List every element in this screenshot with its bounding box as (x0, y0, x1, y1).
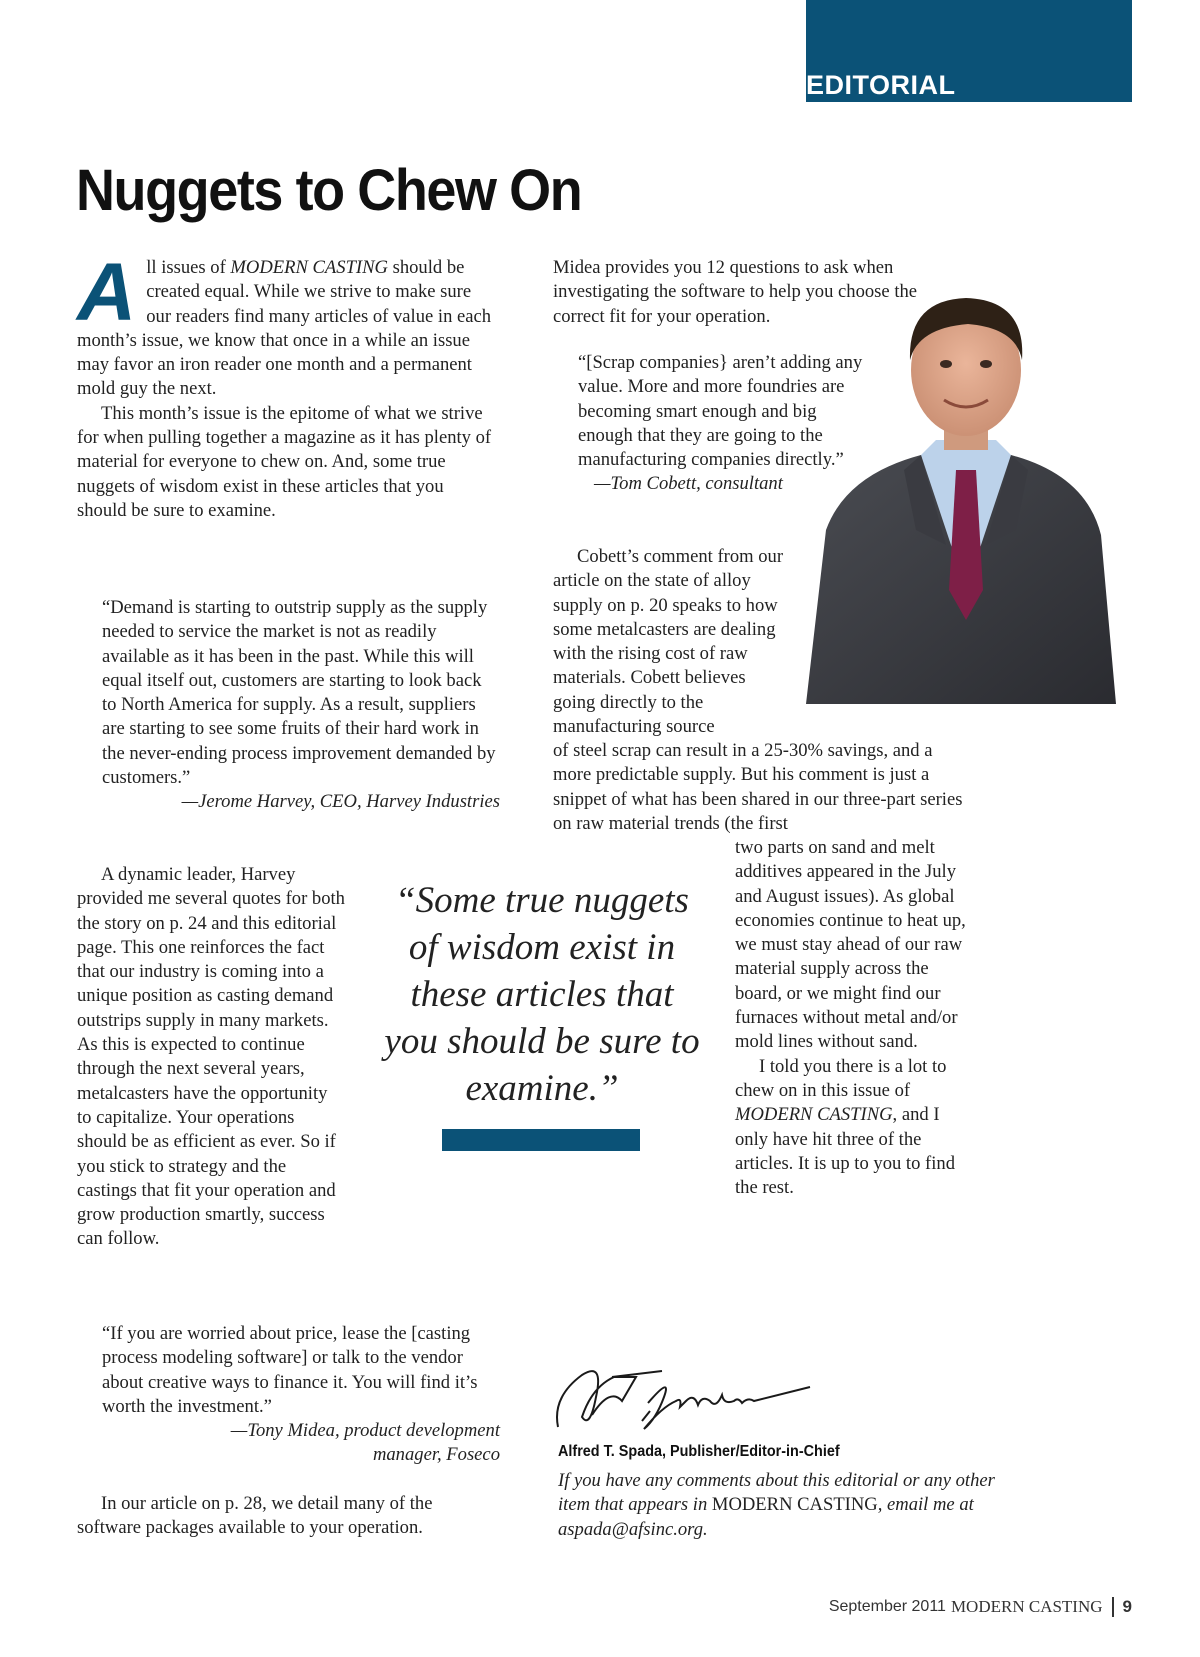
intro (77, 247, 497, 523)
quote-midea-text: “If you are worried about price, lease the [casting process modeling software] or talk to the vendor about creative ways to finance it. You will find it’s worth the investment.” (102, 1323, 478, 1417)
software-paragraph-block (77, 1492, 497, 1541)
quote-cobett-attribution: —Tom Cobett, consultant (594, 473, 783, 495)
midea-paragraph: Midea provides you 12 questions to ask when investigating the software to help you choose the correct fit for your operation. (553, 257, 918, 327)
headline: Nuggets to Chew On (76, 158, 582, 223)
signature-image (552, 1357, 814, 1437)
quote-harvey (102, 596, 500, 815)
cobett-paragraph-wide-block (553, 739, 968, 836)
page-number: 9 (1122, 1597, 1132, 1616)
cobett-paragraph-end-block (735, 836, 973, 1200)
quote-cobett (578, 351, 863, 497)
quote-cobett-text: “[Scrap companies} aren’t adding any value. More and more foundries are becoming smart enough and big enough that they are going to the manufacturing companies directly.” (578, 352, 863, 471)
contact-note: If you have any comments about this editorial or any other item that appears in MODERN CASTING, email me at aspada@afsinc.org. (558, 1470, 995, 1540)
closing-paragraph: I told you there is a lot to chew on in this issue of MODERN CASTING, and I only have hit three of the articles. It is up to you to find the rest. (735, 1055, 955, 1199)
intro-paragraph-2: This month’s issue is the epitome of what we strive for when pulling together a magazine as it has plenty of material for everyone to chew on. And, some true nuggets of wisdom exist in these articles that you should be sure to examine. (77, 402, 492, 521)
harvey-paragraph-block (77, 863, 345, 1252)
section-label: EDITORIAL (806, 70, 956, 100)
cobett-paragraph-start: Cobett’s comment from our article on the state of alloy supply on p. 20 speaks to how some metalcasters are dealing with the rising cost of raw materials. Cobett believes going directly to the manufacturing source (553, 546, 784, 738)
pull-quote: “Some true nuggets of wisdom exist in these articles that you should be sure to examine.” (384, 880, 700, 1109)
footer-date: September 2011 (828, 1598, 946, 1615)
footer-divider (1112, 1597, 1114, 1617)
quote-harvey-attribution: —Jerome Harvey, CEO, Harvey Industries (181, 791, 500, 813)
quote-harvey-text: “Demand is starting to outstrip supply as the supply needed to service the market is not as readily available as it has been in the past. While this will equal itself out, customers are starting to look back to North America for supply. As a result, suppliers are starting to see some fruits of their hard work in the never-ending process improvement demanded by customers.” (102, 597, 496, 789)
drop-cap: A (77, 247, 137, 338)
cobett-paragraph-wide: of steel scrap can result in a 25-30% savings, and a more predictable supply. But his comment is just a snippet of what has been shared in our three-part series on raw material trends (the first (553, 740, 963, 834)
signature-name-title: Alfred T. Spada, Publisher/Editor-in-Chief (558, 1443, 840, 1460)
quote-midea-attribution-1: —Tony Midea, product development (230, 1420, 500, 1442)
page-footer (829, 1597, 1132, 1617)
pull-quote-bar (442, 1129, 640, 1151)
intro-paragraph-1: All issues of MODERN CASTING should be created equal. While we strive to make sure our readers find many articles of value in each month’s issue, we know that once in a while an issue may favor an iron reader one month and a permanent mold guy the next. (77, 247, 492, 400)
harvey-paragraph: A dynamic leader, Harvey provided me several quotes for both the story on p. 24 and this editorial page. This one reinforces the fact that our industry is coming into a unique position as casting demand outstrips supply in many markets. As this is expected to continue through the next several years, metalcasters have the opportunity to capitalize. Your operations should be as efficient as ever. So if you stick to strategy and the castings that fit your operation and grow production smartly, success can follow. (77, 864, 345, 1250)
software-paragraph: In our article on p. 28, we detail many of the software packages available to your operation. (77, 1493, 433, 1539)
cobett-paragraph-start-block (553, 545, 789, 739)
footer-magazine: MODERN CASTING (950, 1597, 1103, 1616)
quote-midea (102, 1322, 500, 1468)
cobett-paragraph-end: two parts on sand and melt additives appeared in the July and August issues). As global economies continue to heat up, we must stay ahead of our raw material supply across the board, or we might find our furnaces without metal and/or mold lines without sand. (735, 837, 966, 1053)
quote-midea-attribution-2: manager, Foseco (372, 1444, 500, 1466)
